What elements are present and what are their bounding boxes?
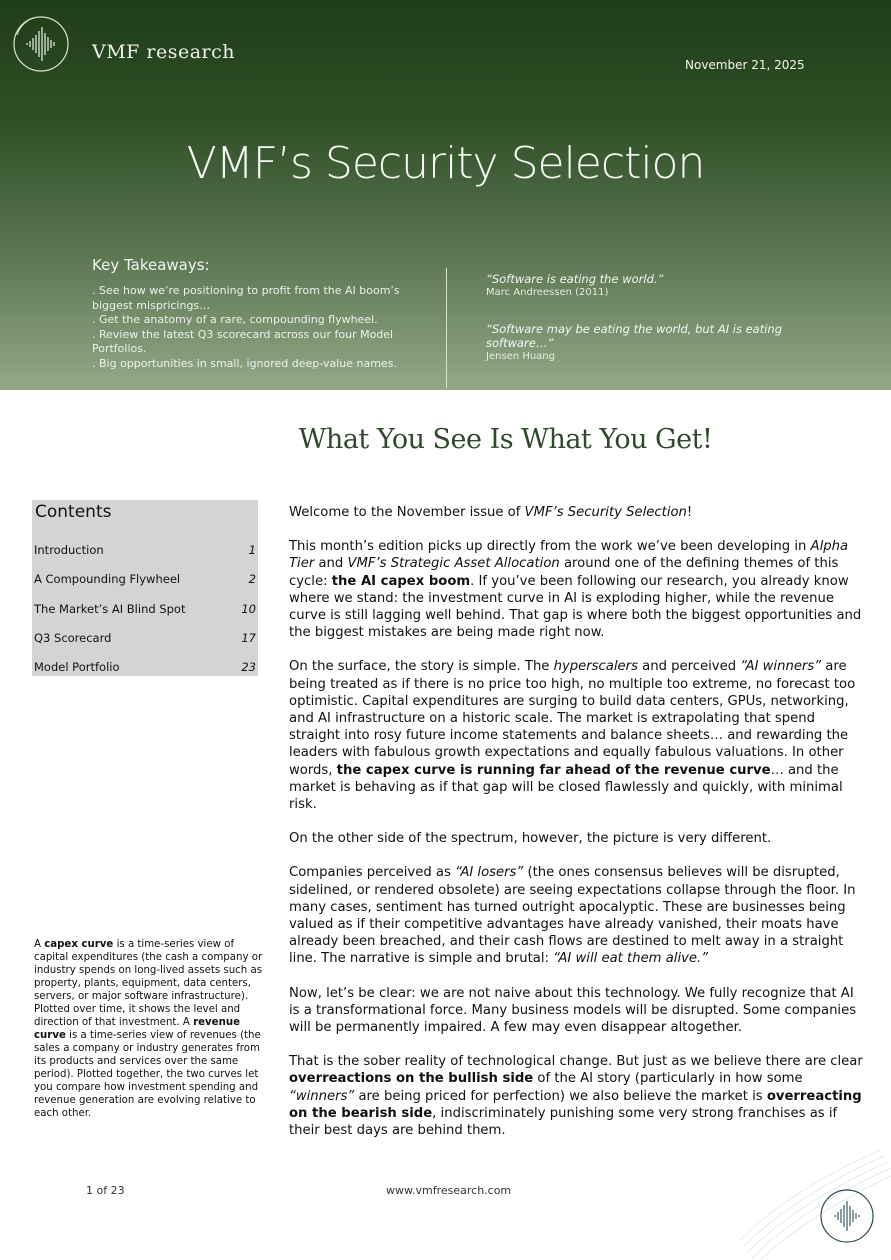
brand-logo-icon xyxy=(11,13,71,75)
toc-item-introduction[interactable] xyxy=(34,543,256,559)
issue-date: November 21, 2025 xyxy=(685,58,805,72)
footer-url-link[interactable]: www.vmfresearch.com xyxy=(386,1184,512,1197)
toc-item-page: 2 xyxy=(248,572,256,586)
quote-text: “Software is eating the world.” xyxy=(486,272,664,286)
key-takeaways-title: Key Takeaways: xyxy=(92,256,210,274)
toc-item-page: 1 xyxy=(248,543,256,557)
toc-item-label: A Compounding Flywheel xyxy=(34,572,181,586)
toc-item-label: Q3 Scorecard xyxy=(34,631,112,645)
sidenote-definition xyxy=(34,938,266,1120)
page-title: VMF’s Security Selection xyxy=(186,138,705,189)
quote-author: Jensen Huang xyxy=(486,351,555,362)
paragraph: This month’s edition picks up directly from the work we’ve been developing in Alpha Tier and VMF’s Strategic Asset Allocation around one of the defining themes of this cycle: the AI capex boom. If you’ve been following our research, you already know where we stand: the investment curve in AI is exploding higher, while the revenue curve is still lagging well behind. That gap is where both the biggest opportunities and the biggest mistakes are being made right now. xyxy=(289,539,862,641)
article-body xyxy=(289,504,864,1156)
toc-item-page: 17 xyxy=(241,631,256,645)
toc-item-ai-blind-spot[interactable] xyxy=(34,602,256,618)
toc-item-q3-scorecard[interactable] xyxy=(34,631,256,647)
toc-item-page: 23 xyxy=(241,660,256,674)
toc-item-page: 10 xyxy=(241,602,256,616)
paragraph: Welcome to the November issue of VMF’s Security Selection! xyxy=(289,505,693,520)
paragraph: On the surface, the story is simple. The hyperscalers and perceived “AI winners” are being treated as if there is no price too high, no multiple too extreme, no forecast too optimistic. Capital expenditures are surging to build data centers, GPUs, networking, and AI infrastructure on a historic scale. The market is extrapolating that spend straight into rosy future income statements and balance sheets… and rewarding the leaders with fabulous growth expectations and equally fabulous valuations. In other words, the capex curve is running far ahead of the revenue curve… and the market is behaving as if that gap will be closed flawlessly and quickly, with minimal risk. xyxy=(289,659,856,813)
toc-item-label: Model Portfolio xyxy=(34,660,120,674)
key-takeaway-item: . Review the latest Q3 scorecard across our four Model Portfolios. xyxy=(92,327,394,355)
key-takeaways-list xyxy=(92,284,437,371)
footer-page-number: 1 of 23 xyxy=(86,1184,125,1197)
sidenote-term: capex curve xyxy=(44,939,114,950)
toc-item-model-portfolio[interactable] xyxy=(34,660,256,676)
toc-item-compounding-flywheel[interactable] xyxy=(34,572,256,588)
footer-logo-icon xyxy=(818,1185,876,1247)
toc-title: Contents xyxy=(35,502,112,522)
key-takeaway-item: . Get the anatomy of a rare, compounding flywheel. xyxy=(92,313,378,326)
sidenote-term: revenue curve xyxy=(34,1017,240,1041)
sidenote-text: is a time-series view of revenues (the sales a company or industry generates from its products and services over the same period). Plotted together, the two curves let you compare how investment spending and revenue generation are evolving relative to each other. xyxy=(34,1030,261,1119)
section-subtitle: What You See Is What You Get! xyxy=(298,424,713,455)
key-takeaway-item: . Big opportunities in small, ignored deep-value names. xyxy=(92,356,397,370)
table-of-contents xyxy=(32,500,258,676)
sidenote-text: A xyxy=(34,939,45,950)
quote-block xyxy=(486,322,826,363)
quote-author: Marc Andreessen (2011) xyxy=(486,287,609,298)
toc-item-label: The Market’s AI Blind Spot xyxy=(34,602,186,616)
quote-text: “Software may be eating the world, but AI is eating software…” xyxy=(486,322,783,350)
header-banner xyxy=(0,0,891,390)
paragraph: That is the sober reality of technological change. But just as we believe there are clear overreactions on the bullish side of the AI story (particularly in how some “winners” are being priced for perfection) we also believe the market is overreacting on the bearish side, indiscriminately punishing some very strong franchises as if their best days are behind them. xyxy=(289,1054,863,1139)
paragraph: Now, let’s be clear: we are not naive about this technology. We fully recognize that AI is a transformational force. Many business models will be disrupted. Some companies will be permanently impaired. A few may even disappear altogether. xyxy=(289,985,857,1036)
key-takeaway-item: . See how we’re positioning to profit from the AI boom’s biggest mispricings… xyxy=(92,284,400,312)
toc-item-label: Introduction xyxy=(34,543,104,557)
brand-name: VMF research xyxy=(92,41,236,63)
paragraph: On the other side of the spectrum, however, the picture is very different. xyxy=(289,831,772,847)
quote-block xyxy=(486,272,826,299)
paragraph: Companies perceived as “AI losers” (the ones consensus believes will be disrupted, sidelined, or rendered obsolete) are seeing expectations collapse through the floor. In many cases, sentiment has turned outright apocalyptic. These are businesses being valued as if their competitive advantages have already vanished, their moats have already been breached, and their cash flows are destined to melt away in a straight line. The narrative is simple and brutal: “AI will eat them alive.” xyxy=(289,865,856,967)
sidenote-text: is a time-series view of capital expenditures (the cash a company or industry spends on long-lived assets such as property, plants, equipment, data centers, servers, or major software infrastructure). Plotted over time, it shows the level and direction of that investment. A xyxy=(34,939,263,1028)
header-divider xyxy=(446,268,447,388)
